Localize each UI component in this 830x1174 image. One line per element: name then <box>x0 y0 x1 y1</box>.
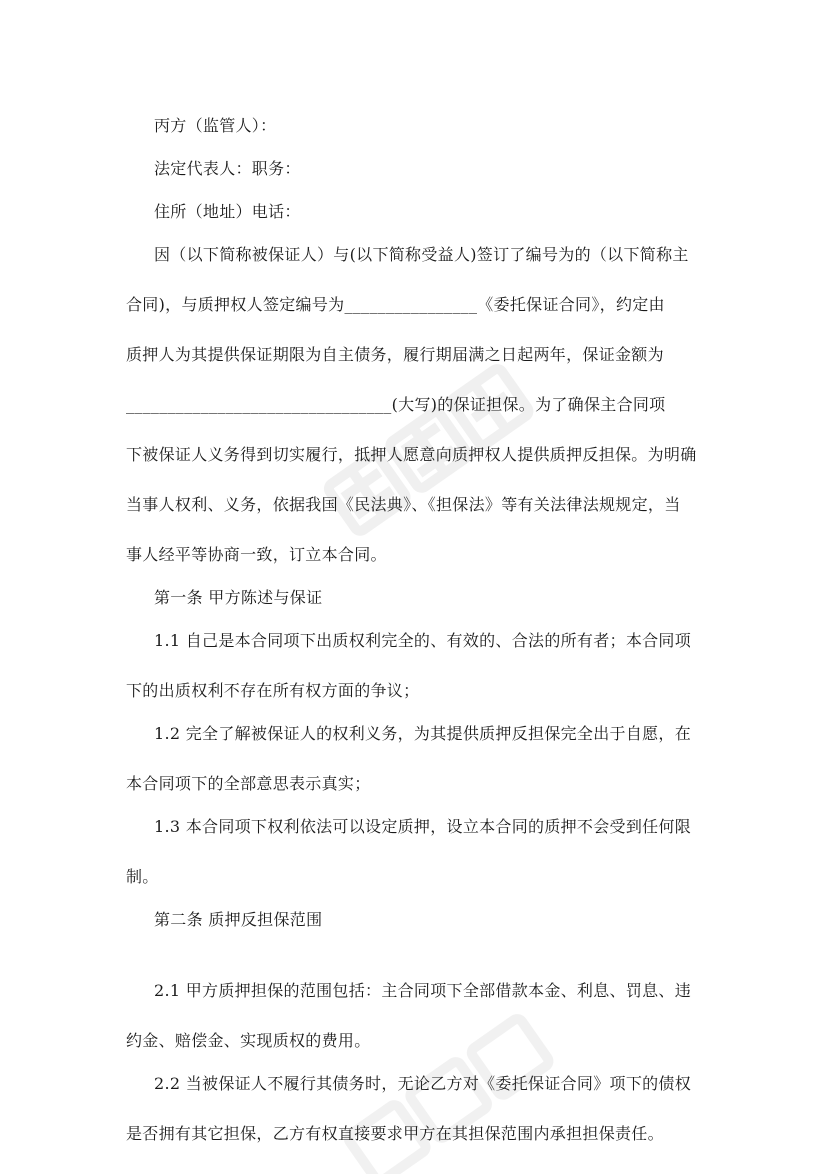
clause-1-3-line-2: 制。 <box>126 867 159 886</box>
clause-2-2-line-1: 2.2 当被保证人不履行其债务时，无论乙方对《委托保证合同》项下的债权 <box>154 1074 692 1093</box>
preamble-line-4: ________________________________(大写)的保证担保。为了确保主合同项 <box>126 395 666 414</box>
preamble-line-5: 下被保证人义务得到切实履行，抵押人愿意向质押权人提供质押反担保。为明确 <box>126 445 697 464</box>
article-2-heading: 第二条 质押反担保范围 <box>154 910 323 929</box>
clause-1-1-line-1: 1.1 自己是本合同项下出质权利完全的、有效的、合法的所有者；本合同项 <box>154 631 692 650</box>
clause-1-1-line-2: 下的出质权利不存在所有权方面的争议； <box>126 681 420 700</box>
clause-2-2-line-2: 是否拥有其它担保，乙方有权直接要求甲方在其担保范围内承担担保责任。 <box>126 1124 664 1143</box>
document-body <box>126 110 704 1161</box>
preamble-line-7: 事人经平等协商一致，订立本合同。 <box>126 545 387 564</box>
clause-1-2-line-1: 1.2 完全了解被保证人的权利义务，为其提供质押反担保完全出于自愿，在 <box>154 724 692 743</box>
clause-1-2-line-2: 本合同项下的全部意思表示真实； <box>126 774 371 793</box>
preamble-line-1: 因（以下简称被保证人）与(以下简称受益人)签订了编号为的（以下简称主 <box>154 245 689 264</box>
clause-2-1-line-2: 约金、赔偿金、实现质权的费用。 <box>126 1031 371 1050</box>
preamble-line-2: 合同)，与质押权人签定编号为________________《委托保证合同》，约定由 <box>126 295 665 314</box>
preamble-line-6: 当事人权利、义务，依据我国《民法典》、《担保法》等有关法律法规规定，当 <box>126 495 681 514</box>
legal-rep-line: 法定代表人：职务： <box>154 159 301 178</box>
article-1-heading: 第一条 甲方陈述与保证 <box>154 588 323 607</box>
clause-2-1-line-1: 2.1 甲方质押担保的范围包括：主合同项下全部借款本金、利息、罚息、违 <box>154 981 692 1000</box>
address-line: 住所（地址）电话： <box>154 202 301 221</box>
preamble-line-3: 质押人为其提供保证期限为自主债务，履行期届满之日起两年，保证金额为 <box>126 345 664 364</box>
party-c-line: 丙方（监管人）： <box>154 116 277 135</box>
clause-1-3-line-1: 1.3 本合同项下权利依法可以设定质押，设立本合同的质押不会受到任何限 <box>154 817 692 836</box>
